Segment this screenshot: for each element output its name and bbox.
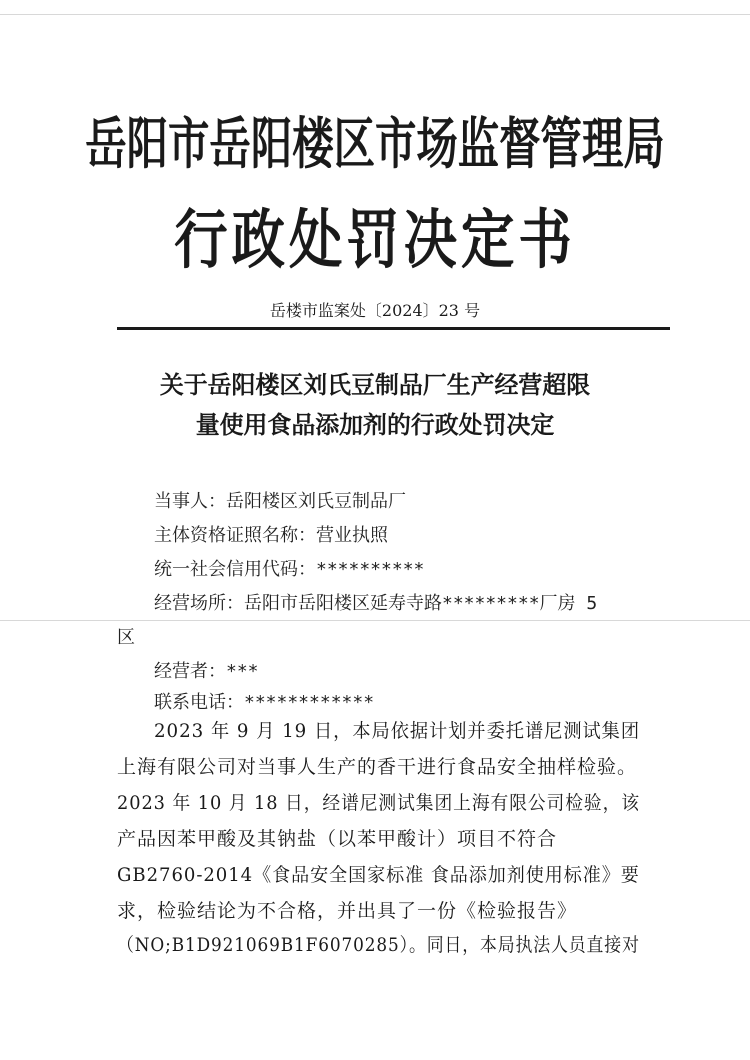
body-paragraph-line: 上海有限公司对当事人生产的香干进行食品安全抽样检验。 — [117, 756, 638, 778]
party-license-name: 主体资格证照名称：营业执照 — [154, 525, 388, 546]
body-paragraph-line: （NO;B1D921069B1F6070285）。同日，本局执法人员直接对 — [117, 934, 640, 956]
scan-fold-line — [0, 620, 750, 621]
document-type-title: 行政处罚决定书 — [174, 202, 576, 278]
party-phone: 联系电话：************ — [154, 692, 375, 713]
body-paragraph-line: GB2760-2014《食品安全国家标准 食品添加剂使用标准》要 — [117, 864, 640, 886]
body-paragraph-line: 2023 年 10 月 18 日，经谱尼测试集团上海有限公司检验，该 — [117, 792, 640, 814]
subject-title-line-2: 量使用食品添加剂的行政处罚决定 — [195, 411, 555, 439]
header-divider — [117, 327, 670, 330]
body-paragraph-line: 2023 年 9 月 19 日，本局依据计划并委托谱尼测试集团 — [154, 720, 641, 742]
party-address-continued: 区 — [117, 627, 135, 648]
body-paragraph-line: 产品因苯甲酸及其钠盐（以苯甲酸计）项目不符合 — [117, 828, 558, 850]
subject-title-line-1: 关于岳阳楼区刘氏豆制品厂生产经营超限 — [159, 371, 591, 399]
issuing-agency-title: 岳阳市岳阳楼区市场监督管理局 — [85, 111, 665, 177]
document-number: 岳楼市监案处〔2024〕23 号 — [269, 301, 481, 320]
party-credit-code: 统一社会信用代码：********** — [154, 559, 425, 580]
body-paragraph-line: 求，检验结论为不合格，并出具了一份《检验报告》 — [117, 900, 578, 922]
scan-edge-top — [0, 14, 750, 15]
party-operator: 经营者：*** — [154, 661, 259, 682]
party-address: 经营场所：岳阳市岳阳楼区延寿寺路*********厂房 5 — [154, 593, 598, 614]
party-name: 当事人：岳阳楼区刘氏豆制品厂 — [154, 491, 406, 512]
